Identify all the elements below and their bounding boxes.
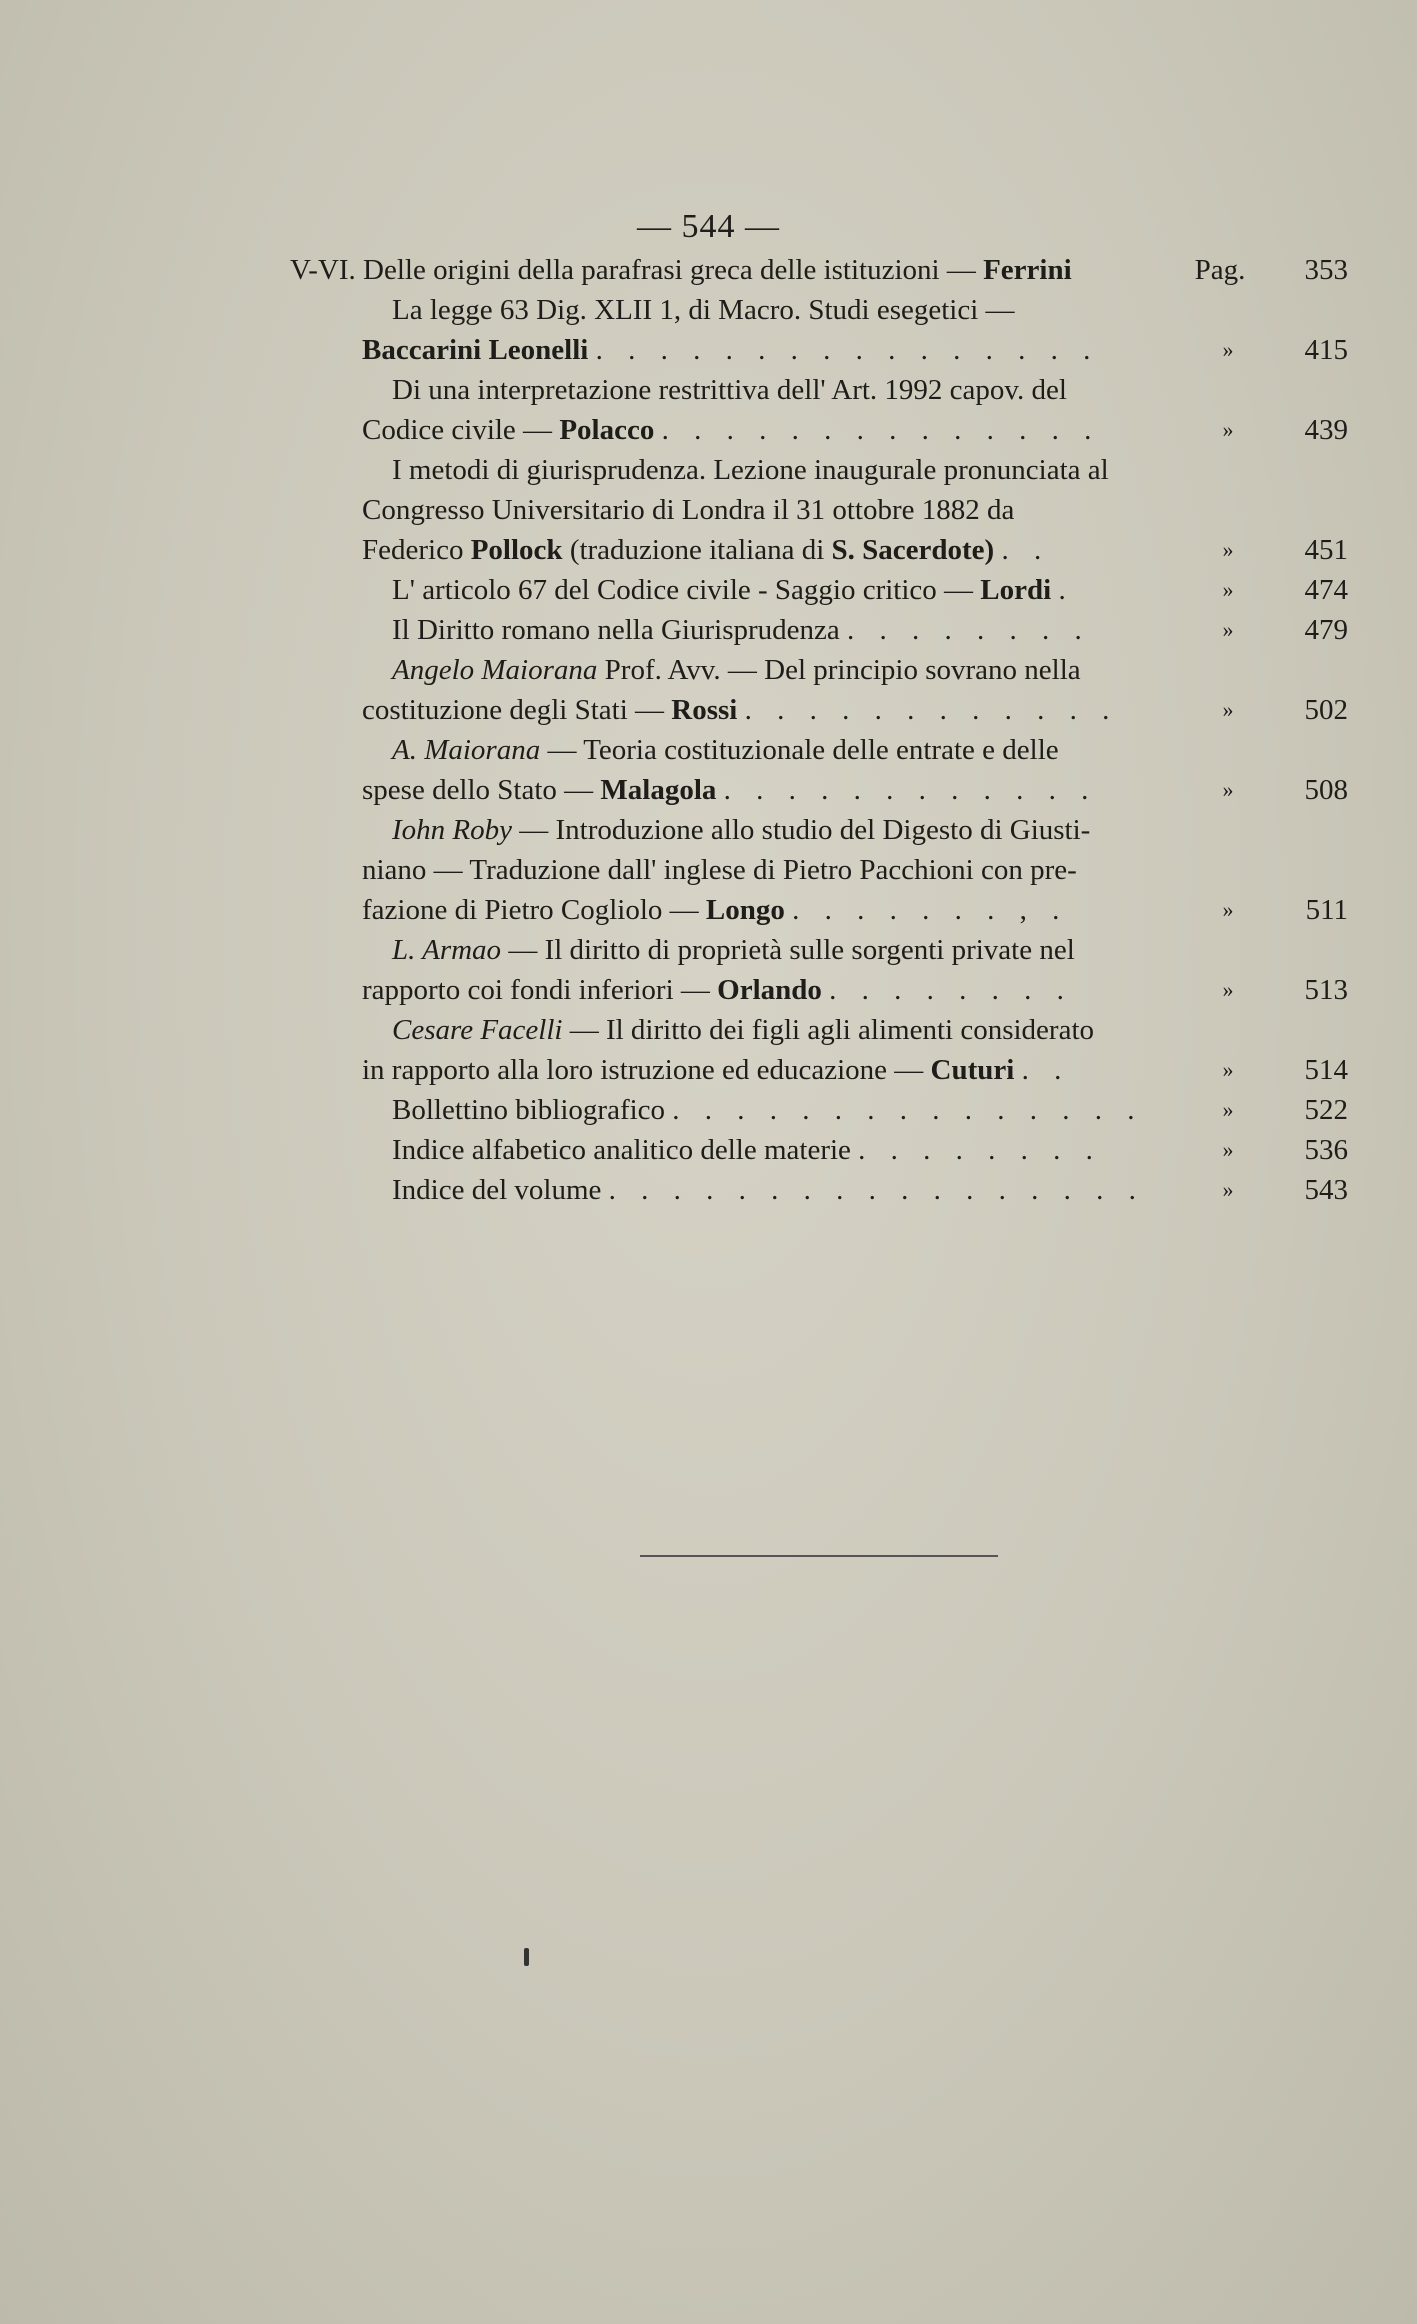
page-number: — 544 — [637, 208, 780, 245]
toc-entry [290, 290, 1350, 370]
entry-title: in rapporto alla loro istruzione ed educazione — [362, 1054, 924, 1086]
toc-line-text [392, 610, 1091, 650]
toc-line-text [290, 250, 1072, 290]
toc-line-text [392, 1170, 1145, 1210]
entry-title-cont: — Il diritto di proprietà sulle sorgenti private nel [508, 934, 1075, 966]
dot-leader: . . . . . . . . [858, 1134, 1102, 1166]
entry-title: Delle origini della parafrasi greca delle istituzioni — [363, 254, 976, 286]
dot-leader: . . . . . . . . . . . . . . . . [595, 334, 1100, 366]
toc-line [290, 290, 1350, 330]
toc-entry [290, 1010, 1350, 1090]
entry-title: fazione di Pietro Cogliolo — [362, 894, 699, 926]
ditto-mark: » [1222, 537, 1234, 562]
toc-line [290, 1130, 1350, 1170]
page-ref: 474 [1304, 574, 1348, 606]
page-ref: 479 [1304, 614, 1348, 646]
reviewer-name: Malagola [600, 774, 717, 806]
toc-line [290, 1010, 1350, 1050]
toc-line-text [392, 450, 1109, 490]
toc-line-text [392, 570, 1075, 610]
page-ref: 514 [1304, 1054, 1348, 1086]
dot-leader: . . [1001, 534, 1051, 566]
reviewer-name: Ferrini [983, 254, 1072, 286]
ditto-mark: » [1222, 337, 1234, 362]
toc-line [290, 490, 1350, 530]
toc-entry [290, 610, 1350, 650]
toc-entry [290, 930, 1350, 1010]
toc-line-text [362, 410, 1100, 450]
author-name: Cesare Facelli [392, 1014, 563, 1046]
toc-line-text [362, 330, 1099, 370]
entry-title-cont: — Il diritto dei figli agli alimenti considerato [569, 1014, 1095, 1046]
toc-entry [290, 650, 1350, 730]
author-name: Angelo Maiorana [392, 654, 598, 686]
toc-line [290, 370, 1350, 410]
toc-line-text [362, 770, 1097, 810]
toc-line [290, 1050, 1350, 1090]
toc-line [290, 330, 1350, 370]
author-name: Iohn Roby [392, 814, 512, 846]
ditto-mark: » [1222, 977, 1234, 1002]
entry-title: Indice del volume [392, 1174, 602, 1206]
page-ref: 513 [1304, 974, 1348, 1006]
toc-line-text [392, 810, 1090, 850]
end-rule [640, 1555, 998, 1557]
toc-entry [290, 570, 1350, 610]
author-name: A. Maiorana [392, 734, 541, 766]
toc-line [290, 570, 1350, 610]
entry-title-cont: — Del principio sovrano nella [727, 654, 1081, 686]
toc-line-text [362, 850, 1077, 890]
toc-line-text [362, 970, 1073, 1010]
ditto-mark: » [1222, 697, 1234, 722]
toc-line-text [392, 730, 1059, 770]
reviewer-name: Baccarini Leonelli [362, 334, 589, 366]
dot-leader: . . . . . . . . . . . . [723, 774, 1098, 806]
toc-line-text [392, 290, 1015, 330]
toc-line [290, 450, 1350, 490]
toc-line-text [362, 490, 1014, 530]
page-ref: 353 [1304, 254, 1348, 286]
dot-leader: . . . . . . . . . . . . . . . . . [608, 1174, 1145, 1206]
page-ref: 508 [1304, 774, 1348, 806]
toc-line [290, 410, 1350, 450]
page-ref: 543 [1304, 1174, 1348, 1206]
page-ref: 439 [1304, 414, 1348, 446]
ditto-mark: » [1222, 617, 1234, 642]
toc-line-text [362, 530, 1050, 570]
entry-title-cont: — Teoria costituzionale delle entrate e delle [547, 734, 1059, 766]
reviewer-name: Orlando [717, 974, 822, 1006]
toc-line [290, 970, 1350, 1010]
entry-title: Congresso Universitario di Londra il 31 ottobre 1882 da [362, 494, 1015, 526]
toc-line [290, 610, 1350, 650]
entry-title-cont: (traduzione italiana di [569, 534, 825, 566]
entry-title: La legge 63 Dig. XLII 1, di Macro. Studi esegetici — [392, 294, 1015, 326]
toc-line [290, 1170, 1350, 1210]
toc-line-text [362, 890, 1068, 930]
ditto-mark: » [1222, 1177, 1234, 1202]
toc-line-text [362, 1050, 1070, 1090]
toc-entry [290, 450, 1350, 570]
entry-title: Di una interpretazione restrittiva dell' Art. 1992 capov. del [392, 374, 1067, 406]
reviewer-name: Rossi [671, 694, 738, 726]
ditto-mark: » [1222, 897, 1234, 922]
page-ref: 415 [1304, 334, 1348, 366]
reviewer-name: Pollock [470, 534, 563, 566]
ditto-mark: » [1222, 577, 1234, 602]
entry-title: Codice civile — [362, 414, 553, 446]
reviewer-name: Polacco [559, 414, 655, 446]
entry-title: Bollettino bibliografico [392, 1094, 666, 1126]
dot-leader: . . . . . . . . . . . . . . [661, 414, 1101, 446]
toc-line [290, 1090, 1350, 1130]
ditto-mark: » [1222, 777, 1234, 802]
toc-entry [290, 810, 1350, 930]
reviewer-name: Longo [705, 894, 785, 926]
page-ref: 502 [1304, 694, 1348, 726]
toc-entry [290, 250, 1350, 290]
toc-line [290, 930, 1350, 970]
dot-leader: . . . . . . . . . . . . . . . [672, 1094, 1144, 1126]
toc-line [290, 530, 1350, 570]
dot-leader: . . . . . . . . [847, 614, 1091, 646]
toc-line [290, 650, 1350, 690]
dot-leader: . . [1021, 1054, 1071, 1086]
reviewer-name: Cuturi [930, 1054, 1015, 1086]
translator-name: S. Sacerdote) [831, 534, 995, 566]
entry-title: Prof. Avv. [604, 654, 721, 686]
ditto-mark: » [1222, 1097, 1234, 1122]
toc-line-text [392, 1010, 1094, 1050]
entry-number: V-VI. [290, 254, 364, 286]
entry-title: costituzione degli Stati — [362, 694, 665, 726]
toc-entry [290, 370, 1350, 450]
toc-line-text [362, 690, 1118, 730]
entry-title: rapporto coi fondi inferiori — [362, 974, 710, 1006]
entry-title: Federico [362, 534, 464, 566]
entry-title: spese dello Stato — [362, 774, 594, 806]
author-name: L. Armao [392, 934, 502, 966]
entry-title: Il Diritto romano nella Giurisprudenza [392, 614, 840, 646]
toc-line-text [392, 1090, 1144, 1130]
toc-line [290, 730, 1350, 770]
toc-line-text [392, 650, 1081, 690]
dot-leader: . . . . . . . . [829, 974, 1073, 1006]
toc-entry [290, 1090, 1350, 1130]
toc-line [290, 770, 1350, 810]
entry-title: L' articolo 67 del Codice civile - Saggio critico — [392, 574, 974, 606]
dot-leader: . . . . . . . , . [792, 894, 1069, 926]
dot-leader: . [1058, 574, 1075, 606]
ink-speck [524, 1948, 529, 1966]
toc-line [290, 690, 1350, 730]
toc-line [290, 250, 1350, 290]
page-ref: 536 [1304, 1134, 1348, 1166]
toc-line-text [392, 930, 1075, 970]
toc-line [290, 810, 1350, 850]
toc-line [290, 850, 1350, 890]
reviewer-name: Lordi [980, 574, 1052, 606]
page-ref: 511 [1305, 894, 1348, 926]
dot-leader: . . . . . . . . . . . . [744, 694, 1119, 726]
table-of-contents [290, 250, 1350, 1210]
entry-title: Indice alfabetico analitico delle materie [392, 1134, 851, 1166]
toc-entry [290, 1130, 1350, 1170]
toc-line-text [392, 1130, 1102, 1170]
toc-entry [290, 1170, 1350, 1210]
ditto-mark: » [1222, 1137, 1234, 1162]
ditto-mark: » [1222, 417, 1234, 442]
page-ref: 451 [1304, 534, 1348, 566]
page-label: Pag. [1194, 254, 1246, 286]
toc-line-text [392, 370, 1067, 410]
entry-title: niano — Traduzione dall' inglese di Pietro Pacchioni con pre- [362, 854, 1077, 886]
page-ref: 522 [1304, 1094, 1348, 1126]
ditto-mark: » [1222, 1057, 1234, 1082]
entry-title-cont: — Introduzione allo studio del Digesto di Giusti- [519, 814, 1091, 846]
toc-entry [290, 730, 1350, 810]
toc-line [290, 890, 1350, 930]
entry-title: I metodi di giurisprudenza. Lezione inaugurale pronunciata al [392, 454, 1109, 486]
